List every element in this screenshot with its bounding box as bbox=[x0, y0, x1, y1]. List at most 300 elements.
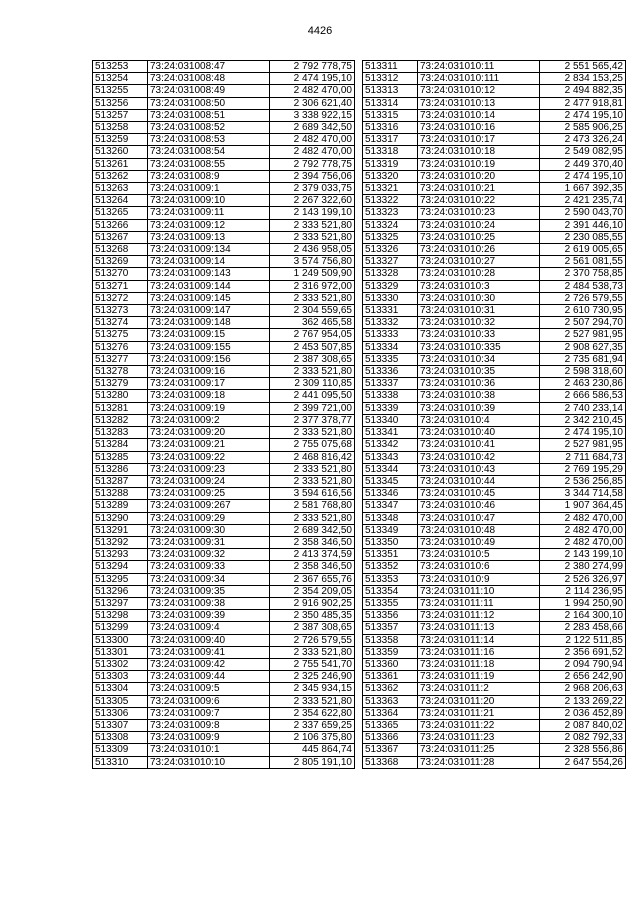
table-row bbox=[93, 512, 355, 524]
cadastral-value-cell: 2 463 230,86 bbox=[540, 378, 626, 390]
record-number-cell: 513360 bbox=[363, 658, 418, 670]
record-number-cell: 513288 bbox=[93, 488, 148, 500]
cadastral-value-cell: 2 740 233,14 bbox=[540, 402, 626, 414]
record-number-cell: 513332 bbox=[363, 317, 418, 329]
record-number-cell: 513283 bbox=[93, 427, 148, 439]
cadastral-value-cell: 2 358 346,50 bbox=[270, 561, 355, 573]
cadastral-value-cell: 2 527 981,95 bbox=[540, 329, 626, 341]
record-number-cell: 513274 bbox=[93, 317, 148, 329]
cadastral-value-cell: 2 453 507,85 bbox=[270, 341, 355, 353]
record-number-cell: 513325 bbox=[363, 231, 418, 243]
cadastral-number-cell: 73:24:031010:12 bbox=[418, 85, 540, 97]
cadastral-number-cell: 73:24:031011:23 bbox=[418, 732, 540, 744]
cadastral-value-cell: 2 306 621,40 bbox=[270, 97, 355, 109]
record-number-cell: 513337 bbox=[363, 378, 418, 390]
table-row bbox=[93, 573, 355, 585]
cadastral-value-cell: 2 333 521,80 bbox=[270, 219, 355, 231]
table-row bbox=[363, 475, 626, 487]
cadastral-number-cell: 73:24:031009:6 bbox=[148, 695, 270, 707]
table-row bbox=[363, 268, 626, 280]
table-row bbox=[93, 646, 355, 658]
record-number-cell: 513306 bbox=[93, 707, 148, 719]
table-row bbox=[363, 97, 626, 109]
record-number-cell: 513300 bbox=[93, 634, 148, 646]
record-number-cell: 513255 bbox=[93, 85, 148, 97]
table-row bbox=[363, 170, 626, 182]
record-number-cell: 513314 bbox=[363, 97, 418, 109]
cadastral-number-cell: 73:24:031010:41 bbox=[418, 439, 540, 451]
cadastral-number-cell: 73:24:031009:23 bbox=[148, 463, 270, 475]
record-number-cell: 513344 bbox=[363, 463, 418, 475]
cadastral-value-cell: 2 304 559,65 bbox=[270, 305, 355, 317]
cadastral-number-cell: 73:24:031008:51 bbox=[148, 109, 270, 121]
cadastral-number-cell: 73:24:031011:28 bbox=[418, 756, 540, 768]
record-number-cell: 513329 bbox=[363, 280, 418, 292]
record-number-cell: 513312 bbox=[363, 73, 418, 85]
cadastral-value-cell: 2 585 906,25 bbox=[540, 122, 626, 134]
cadastral-value-cell: 2 482 470,00 bbox=[270, 146, 355, 158]
record-number-cell: 513345 bbox=[363, 475, 418, 487]
record-number-cell: 513307 bbox=[93, 719, 148, 731]
cadastral-number-cell: 73:24:031011:13 bbox=[418, 622, 540, 634]
table-row bbox=[93, 170, 355, 182]
table-row bbox=[363, 488, 626, 500]
record-number-cell: 513343 bbox=[363, 451, 418, 463]
table-row bbox=[363, 597, 626, 609]
table-row bbox=[93, 109, 355, 121]
record-number-cell: 513333 bbox=[363, 329, 418, 341]
cadastral-table-right bbox=[362, 60, 626, 769]
record-number-cell: 513327 bbox=[363, 256, 418, 268]
record-number-cell: 513311 bbox=[363, 61, 418, 73]
record-number-cell: 513256 bbox=[93, 97, 148, 109]
record-number-cell: 513281 bbox=[93, 402, 148, 414]
cadastral-value-cell: 2 689 342,50 bbox=[270, 122, 355, 134]
record-number-cell: 513319 bbox=[363, 158, 418, 170]
cadastral-value-cell: 2 309 110,85 bbox=[270, 378, 355, 390]
cadastral-value-cell: 2 482 470,00 bbox=[270, 85, 355, 97]
table-row bbox=[363, 549, 626, 561]
cadastral-value-cell: 2 333 521,80 bbox=[270, 427, 355, 439]
cadastral-number-cell: 73:24:031010:40 bbox=[418, 427, 540, 439]
cadastral-number-cell: 73:24:031010:10 bbox=[148, 756, 270, 768]
cadastral-value-cell: 2 441 095,50 bbox=[270, 390, 355, 402]
cadastral-number-cell: 73:24:031010:30 bbox=[418, 292, 540, 304]
cadastral-number-cell: 73:24:031009:24 bbox=[148, 475, 270, 487]
table-row bbox=[363, 634, 626, 646]
record-number-cell: 513286 bbox=[93, 463, 148, 475]
record-number-cell: 513318 bbox=[363, 146, 418, 158]
cadastral-number-cell: 73:24:031011:12 bbox=[418, 610, 540, 622]
table-row bbox=[363, 573, 626, 585]
cadastral-number-cell: 73:24:031008:55 bbox=[148, 158, 270, 170]
table-row bbox=[93, 475, 355, 487]
record-number-cell: 513322 bbox=[363, 195, 418, 207]
table-row bbox=[93, 695, 355, 707]
table-row bbox=[363, 73, 626, 85]
cadastral-value-cell: 2 325 246,90 bbox=[270, 671, 355, 683]
cadastral-number-cell: 73:24:031009:148 bbox=[148, 317, 270, 329]
cadastral-value-cell: 2 106 375,80 bbox=[270, 732, 355, 744]
record-number-cell: 513263 bbox=[93, 183, 148, 195]
table-row bbox=[93, 488, 355, 500]
record-number-cell: 513362 bbox=[363, 683, 418, 695]
cadastral-value-cell: 2 755 541,70 bbox=[270, 658, 355, 670]
record-number-cell: 513264 bbox=[93, 195, 148, 207]
cadastral-value-cell: 2 413 374,59 bbox=[270, 549, 355, 561]
table-row bbox=[93, 707, 355, 719]
table-row bbox=[93, 451, 355, 463]
cadastral-value-cell: 2 333 521,80 bbox=[270, 463, 355, 475]
table-row bbox=[363, 756, 626, 768]
cadastral-value-cell: 2 267 322,60 bbox=[270, 195, 355, 207]
cadastral-value-cell: 2 474 195,10 bbox=[270, 73, 355, 85]
record-number-cell: 513341 bbox=[363, 427, 418, 439]
cadastral-value-cell: 2 551 565,42 bbox=[540, 61, 626, 73]
cadastral-value-cell: 2 387 308,65 bbox=[270, 622, 355, 634]
cadastral-number-cell: 73:24:031009:33 bbox=[148, 561, 270, 573]
record-number-cell: 513338 bbox=[363, 390, 418, 402]
record-number-cell: 513316 bbox=[363, 122, 418, 134]
table-body-left bbox=[93, 61, 355, 769]
cadastral-number-cell: 73:24:031010:32 bbox=[418, 317, 540, 329]
cadastral-value-cell: 2 333 521,80 bbox=[270, 231, 355, 243]
cadastral-value-cell: 2 333 521,80 bbox=[270, 512, 355, 524]
cadastral-number-cell: 73:24:031009:16 bbox=[148, 366, 270, 378]
table-row bbox=[93, 134, 355, 146]
cadastral-number-cell: 73:24:031009:8 bbox=[148, 719, 270, 731]
cadastral-value-cell: 2 377 378,77 bbox=[270, 414, 355, 426]
record-number-cell: 513289 bbox=[93, 500, 148, 512]
cadastral-value-cell: 1 667 392,35 bbox=[540, 183, 626, 195]
record-number-cell: 513267 bbox=[93, 231, 148, 243]
cadastral-number-cell: 73:24:031008:53 bbox=[148, 134, 270, 146]
cadastral-number-cell: 73:24:031010:42 bbox=[418, 451, 540, 463]
cadastral-value-cell: 2 792 778,75 bbox=[270, 158, 355, 170]
cadastral-value-cell: 2 482 470,00 bbox=[270, 134, 355, 146]
record-number-cell: 513364 bbox=[363, 707, 418, 719]
table-row bbox=[363, 231, 626, 243]
record-number-cell: 513279 bbox=[93, 378, 148, 390]
cadastral-value-cell: 2 561 081,55 bbox=[540, 256, 626, 268]
record-number-cell: 513265 bbox=[93, 207, 148, 219]
cadastral-number-cell: 73:24:031009:10 bbox=[148, 195, 270, 207]
table-row bbox=[363, 744, 626, 756]
cadastral-value-cell: 1 994 250,90 bbox=[540, 597, 626, 609]
cadastral-number-cell: 73:24:031009:134 bbox=[148, 244, 270, 256]
cadastral-number-cell: 73:24:031009:1 bbox=[148, 183, 270, 195]
cadastral-number-cell: 73:24:031008:49 bbox=[148, 85, 270, 97]
cadastral-number-cell: 73:24:031010:33 bbox=[418, 329, 540, 341]
cadastral-number-cell: 73:24:031010:9 bbox=[418, 573, 540, 585]
cadastral-number-cell: 73:24:031009:40 bbox=[148, 634, 270, 646]
table-row bbox=[363, 146, 626, 158]
cadastral-value-cell: 2 082 792,33 bbox=[540, 732, 626, 744]
cadastral-number-cell: 73:24:031010:11 bbox=[418, 61, 540, 73]
record-number-cell: 513348 bbox=[363, 512, 418, 524]
cadastral-table-left bbox=[92, 60, 355, 769]
table-row bbox=[363, 671, 626, 683]
cadastral-number-cell: 73:24:031010:44 bbox=[418, 475, 540, 487]
record-number-cell: 513269 bbox=[93, 256, 148, 268]
record-number-cell: 513287 bbox=[93, 475, 148, 487]
cadastral-value-cell: 445 864,74 bbox=[270, 744, 355, 756]
cadastral-number-cell: 73:24:031009:31 bbox=[148, 536, 270, 548]
table-row bbox=[93, 719, 355, 731]
table-row bbox=[93, 146, 355, 158]
record-number-cell: 513301 bbox=[93, 646, 148, 658]
cadastral-number-cell: 73:24:031011:25 bbox=[418, 744, 540, 756]
table-row bbox=[93, 756, 355, 768]
cadastral-number-cell: 73:24:031010:18 bbox=[418, 146, 540, 158]
record-number-cell: 513280 bbox=[93, 390, 148, 402]
record-number-cell: 513268 bbox=[93, 244, 148, 256]
cadastral-number-cell: 73:24:031009:17 bbox=[148, 378, 270, 390]
record-number-cell: 513260 bbox=[93, 146, 148, 158]
cadastral-value-cell: 2 370 758,85 bbox=[540, 268, 626, 280]
cadastral-value-cell: 2 581 768,80 bbox=[270, 500, 355, 512]
cadastral-value-cell: 2 482 470,00 bbox=[540, 512, 626, 524]
record-number-cell: 513297 bbox=[93, 597, 148, 609]
cadastral-value-cell: 2 711 684,73 bbox=[540, 451, 626, 463]
cadastral-value-cell: 2 507 294,70 bbox=[540, 317, 626, 329]
table-row bbox=[93, 280, 355, 292]
cadastral-value-cell: 2 474 195,10 bbox=[540, 170, 626, 182]
cadastral-number-cell: 73:24:031009:156 bbox=[148, 353, 270, 365]
cadastral-value-cell: 2 598 318,60 bbox=[540, 366, 626, 378]
cadastral-number-cell: 73:24:031011:22 bbox=[418, 719, 540, 731]
table-row bbox=[93, 231, 355, 243]
cadastral-number-cell: 73:24:031011:10 bbox=[418, 585, 540, 597]
table-row bbox=[363, 109, 626, 121]
table-row bbox=[93, 73, 355, 85]
cadastral-value-cell: 2 354 622,80 bbox=[270, 707, 355, 719]
cadastral-value-cell: 2 805 191,10 bbox=[270, 756, 355, 768]
table-row bbox=[93, 378, 355, 390]
cadastral-value-cell: 2 526 326,97 bbox=[540, 573, 626, 585]
cadastral-number-cell: 73:24:031009:143 bbox=[148, 268, 270, 280]
table-row bbox=[363, 536, 626, 548]
record-number-cell: 513353 bbox=[363, 573, 418, 585]
cadastral-number-cell: 73:24:031010:19 bbox=[418, 158, 540, 170]
record-number-cell: 513334 bbox=[363, 341, 418, 353]
table-row bbox=[93, 634, 355, 646]
cadastral-number-cell: 73:24:031010:35 bbox=[418, 366, 540, 378]
table-row bbox=[363, 500, 626, 512]
cadastral-number-cell: 73:24:031010:38 bbox=[418, 390, 540, 402]
record-number-cell: 513284 bbox=[93, 439, 148, 451]
cadastral-number-cell: 73:24:031010:39 bbox=[418, 402, 540, 414]
cadastral-value-cell: 2 283 458,66 bbox=[540, 622, 626, 634]
cadastral-number-cell: 73:24:031009:20 bbox=[148, 427, 270, 439]
record-number-cell: 513276 bbox=[93, 341, 148, 353]
cadastral-number-cell: 73:24:031009:21 bbox=[148, 439, 270, 451]
cadastral-number-cell: 73:24:031010:3 bbox=[418, 280, 540, 292]
table-row bbox=[363, 390, 626, 402]
cadastral-value-cell: 2 333 521,80 bbox=[270, 646, 355, 658]
record-number-cell: 513367 bbox=[363, 744, 418, 756]
cadastral-value-cell: 3 344 714,58 bbox=[540, 488, 626, 500]
record-number-cell: 513354 bbox=[363, 585, 418, 597]
record-number-cell: 513310 bbox=[93, 756, 148, 768]
cadastral-number-cell: 73:24:031010:21 bbox=[418, 183, 540, 195]
cadastral-number-cell: 73:24:031010:34 bbox=[418, 353, 540, 365]
cadastral-value-cell: 2 666 586,53 bbox=[540, 390, 626, 402]
cadastral-number-cell: 73:24:031010:6 bbox=[418, 561, 540, 573]
cadastral-value-cell: 2 333 521,80 bbox=[270, 366, 355, 378]
cadastral-number-cell: 73:24:031010:47 bbox=[418, 512, 540, 524]
record-number-cell: 513359 bbox=[363, 646, 418, 658]
cadastral-value-cell: 2 087 840,02 bbox=[540, 719, 626, 731]
cadastral-number-cell: 73:24:031009:7 bbox=[148, 707, 270, 719]
table-row bbox=[363, 732, 626, 744]
table-row bbox=[93, 305, 355, 317]
record-number-cell: 513293 bbox=[93, 549, 148, 561]
cadastral-number-cell: 73:24:031009:13 bbox=[148, 231, 270, 243]
cadastral-value-cell: 2 916 902,25 bbox=[270, 597, 355, 609]
table-row bbox=[93, 561, 355, 573]
cadastral-value-cell: 2 164 300,10 bbox=[540, 610, 626, 622]
table-row bbox=[363, 561, 626, 573]
cadastral-number-cell: 73:24:031011:20 bbox=[418, 695, 540, 707]
cadastral-value-cell: 2 122 511,85 bbox=[540, 634, 626, 646]
record-number-cell: 513357 bbox=[363, 622, 418, 634]
record-number-cell: 513303 bbox=[93, 671, 148, 683]
table-row bbox=[93, 329, 355, 341]
table-row bbox=[93, 61, 355, 73]
cadastral-number-cell: 73:24:031009:39 bbox=[148, 610, 270, 622]
cadastral-value-cell: 2 689 342,50 bbox=[270, 524, 355, 536]
cadastral-value-cell: 2 036 452,89 bbox=[540, 707, 626, 719]
cadastral-value-cell: 2 350 485,35 bbox=[270, 610, 355, 622]
table-row bbox=[93, 500, 355, 512]
table-row bbox=[363, 707, 626, 719]
table-row bbox=[363, 61, 626, 73]
cadastral-number-cell: 73:24:031010:49 bbox=[418, 536, 540, 548]
record-number-cell: 513365 bbox=[363, 719, 418, 731]
cadastral-value-cell: 2 549 082,95 bbox=[540, 146, 626, 158]
cadastral-value-cell: 2 484 538,73 bbox=[540, 280, 626, 292]
table-row bbox=[363, 512, 626, 524]
table-row bbox=[93, 353, 355, 365]
cadastral-number-cell: 73:24:031011:21 bbox=[418, 707, 540, 719]
record-number-cell: 513296 bbox=[93, 585, 148, 597]
record-number-cell: 513271 bbox=[93, 280, 148, 292]
cadastral-value-cell: 2 474 195,10 bbox=[540, 427, 626, 439]
cadastral-number-cell: 73:24:031009:30 bbox=[148, 524, 270, 536]
table-row bbox=[93, 183, 355, 195]
table-row bbox=[363, 622, 626, 634]
table-row bbox=[363, 719, 626, 731]
record-number-cell: 513366 bbox=[363, 732, 418, 744]
cadastral-value-cell: 1 249 509,90 bbox=[270, 268, 355, 280]
cadastral-number-cell: 73:24:031010:20 bbox=[418, 170, 540, 182]
table-row bbox=[363, 524, 626, 536]
cadastral-value-cell: 2 834 153,25 bbox=[540, 73, 626, 85]
cadastral-number-cell: 73:24:031010:335 bbox=[418, 341, 540, 353]
record-number-cell: 513302 bbox=[93, 658, 148, 670]
record-number-cell: 513317 bbox=[363, 134, 418, 146]
cadastral-value-cell: 2 494 882,35 bbox=[540, 85, 626, 97]
record-number-cell: 513315 bbox=[363, 109, 418, 121]
cadastral-number-cell: 73:24:031008:47 bbox=[148, 61, 270, 73]
table-row bbox=[363, 158, 626, 170]
cadastral-number-cell: 73:24:031009:147 bbox=[148, 305, 270, 317]
record-number-cell: 513253 bbox=[93, 61, 148, 73]
cadastral-number-cell: 73:24:031009:41 bbox=[148, 646, 270, 658]
cadastral-number-cell: 73:24:031010:24 bbox=[418, 219, 540, 231]
cadastral-value-cell: 2 333 521,80 bbox=[270, 695, 355, 707]
page-number: 4426 bbox=[307, 25, 333, 37]
cadastral-number-cell: 73:24:031009:38 bbox=[148, 597, 270, 609]
record-number-cell: 513295 bbox=[93, 573, 148, 585]
cadastral-number-cell: 73:24:031011:14 bbox=[418, 634, 540, 646]
table-row bbox=[93, 585, 355, 597]
cadastral-value-cell: 2 536 256,85 bbox=[540, 475, 626, 487]
record-number-cell: 513328 bbox=[363, 268, 418, 280]
table-row bbox=[93, 524, 355, 536]
record-number-cell: 513277 bbox=[93, 353, 148, 365]
record-number-cell: 513291 bbox=[93, 524, 148, 536]
table-row bbox=[93, 610, 355, 622]
table-row bbox=[363, 585, 626, 597]
table-row bbox=[363, 646, 626, 658]
cadastral-number-cell: 73:24:031010:46 bbox=[418, 500, 540, 512]
record-number-cell: 513330 bbox=[363, 292, 418, 304]
record-number-cell: 513342 bbox=[363, 439, 418, 451]
cadastral-value-cell: 2 391 446,10 bbox=[540, 219, 626, 231]
cadastral-value-cell: 2 590 043,70 bbox=[540, 207, 626, 219]
cadastral-value-cell: 2 421 235,74 bbox=[540, 195, 626, 207]
table-row bbox=[363, 305, 626, 317]
record-number-cell: 513278 bbox=[93, 366, 148, 378]
cadastral-value-cell: 2 316 972,00 bbox=[270, 280, 355, 292]
cadastral-number-cell: 73:24:031010:5 bbox=[418, 549, 540, 561]
cadastral-number-cell: 73:24:031011:11 bbox=[418, 597, 540, 609]
cadastral-number-cell: 73:24:031009:11 bbox=[148, 207, 270, 219]
record-number-cell: 513326 bbox=[363, 244, 418, 256]
cadastral-value-cell: 2 656 242,90 bbox=[540, 671, 626, 683]
table-row bbox=[363, 280, 626, 292]
cadastral-number-cell: 73:24:031009:19 bbox=[148, 402, 270, 414]
cadastral-value-cell: 2 143 199,10 bbox=[540, 549, 626, 561]
table-row bbox=[363, 134, 626, 146]
table-row bbox=[93, 427, 355, 439]
table-row bbox=[93, 122, 355, 134]
table-row bbox=[363, 439, 626, 451]
cadastral-value-cell: 2 333 521,80 bbox=[270, 292, 355, 304]
record-number-cell: 513254 bbox=[93, 73, 148, 85]
table-row bbox=[93, 658, 355, 670]
cadastral-value-cell: 2 449 370,40 bbox=[540, 158, 626, 170]
table-row bbox=[93, 414, 355, 426]
cadastral-value-cell: 2 354 209,05 bbox=[270, 585, 355, 597]
cadastral-value-cell: 2 468 816,42 bbox=[270, 451, 355, 463]
table-row bbox=[93, 244, 355, 256]
cadastral-value-cell: 2 735 681,94 bbox=[540, 353, 626, 365]
table-row bbox=[363, 695, 626, 707]
record-number-cell: 513282 bbox=[93, 414, 148, 426]
cadastral-number-cell: 73:24:031009:144 bbox=[148, 280, 270, 292]
cadastral-number-cell: 73:24:031010:26 bbox=[418, 244, 540, 256]
cadastral-value-cell: 2 474 195,10 bbox=[540, 109, 626, 121]
cadastral-number-cell: 73:24:031010:16 bbox=[418, 122, 540, 134]
cadastral-value-cell: 2 482 470,00 bbox=[540, 524, 626, 536]
table-row bbox=[363, 402, 626, 414]
cadastral-number-cell: 73:24:031010:45 bbox=[418, 488, 540, 500]
cadastral-number-cell: 73:24:031009:145 bbox=[148, 292, 270, 304]
record-number-cell: 513351 bbox=[363, 549, 418, 561]
